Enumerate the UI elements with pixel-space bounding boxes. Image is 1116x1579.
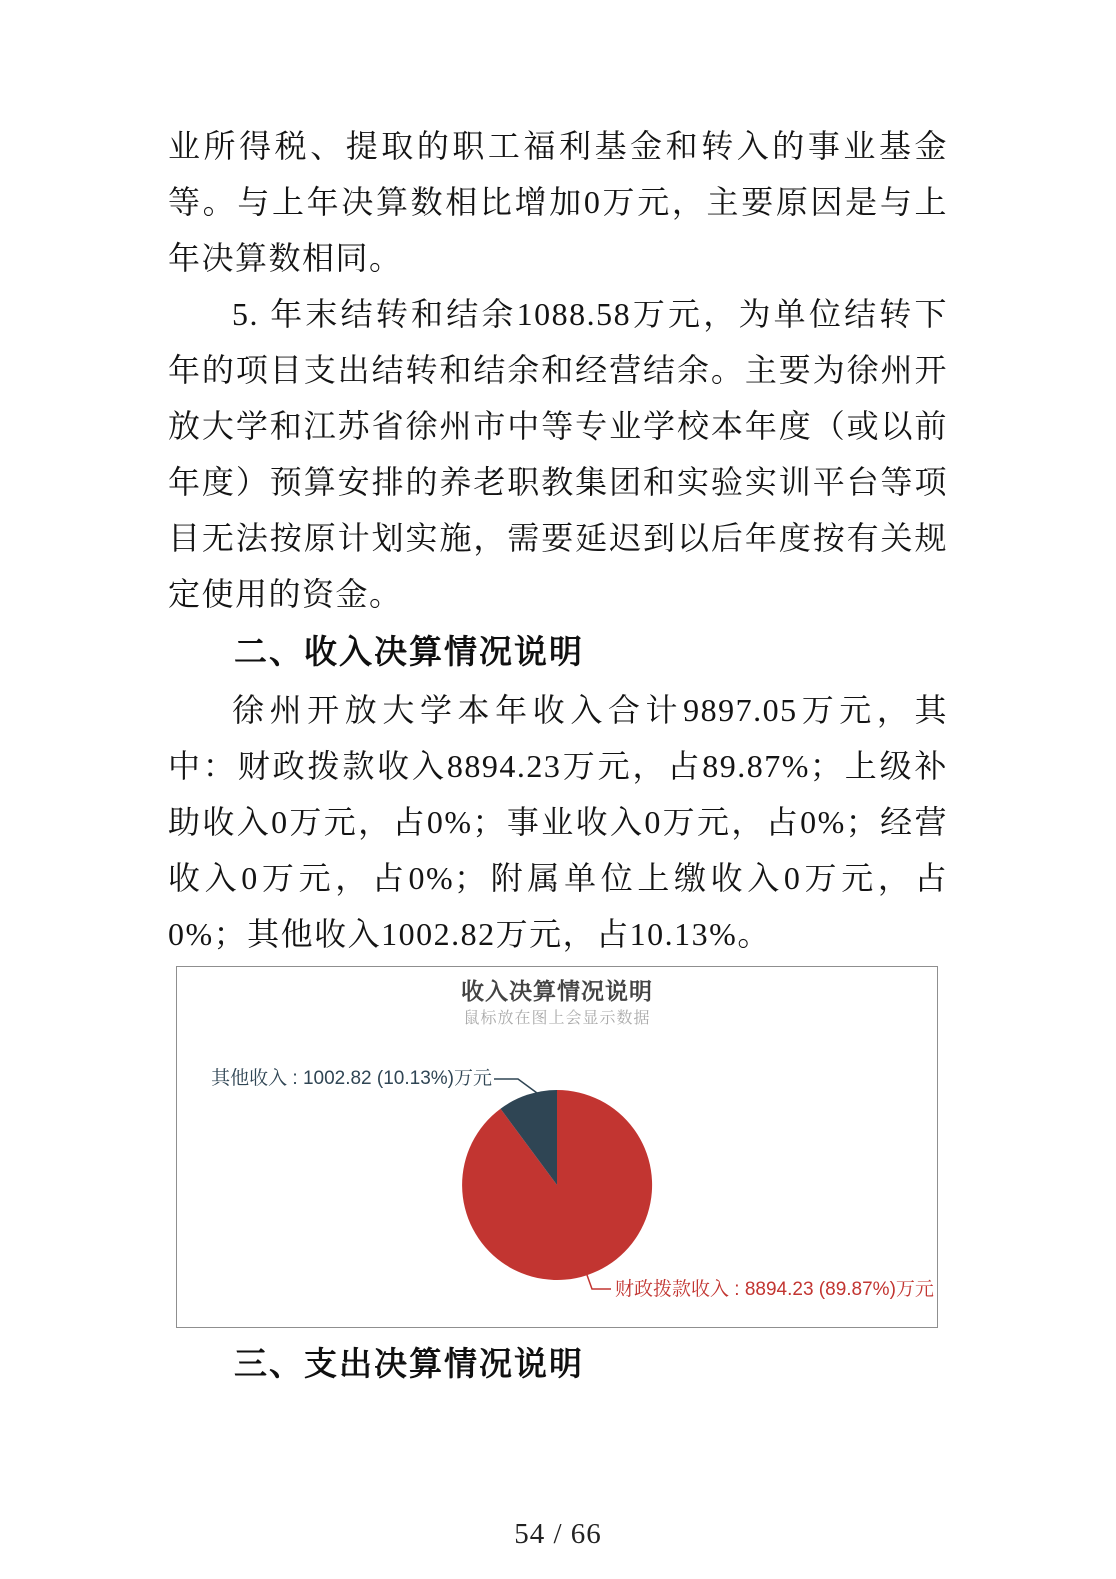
section-heading-expenditure: 三、支出决算情况说明 [234, 1345, 584, 1382]
chart-title: 收入决算情况说明 [461, 978, 653, 1004]
income-pie-chart [176, 966, 938, 1328]
page-number: 54 / 66 [514, 1518, 602, 1550]
pie-chart-canvas[interactable] [177, 967, 937, 1327]
chart-subtitle: 鼠标放在图上会显示数据 [463, 1010, 651, 1027]
pie-label-fiscal-income: 财政拨款收入 : 8894.23 (89.87%)万元 [615, 1279, 934, 1300]
section-heading-income: 二、收入决算情况说明 [234, 633, 584, 670]
label-line-fiscal-income [587, 1275, 611, 1289]
pie-label-other-income: 其他收入 : 1002.82 (10.13%)万元 [211, 1068, 492, 1089]
paragraph-item5: 5. 年末结转和结余1088.58万元，为单位结转下年的项目支出结转和结余和经营结余。主要为徐州开放大学和江苏省徐州市中等专业学校本年度（或以前年度）预算安排的养老职教集团和实验实训平台等项目无法按原计划实施，需要延迟到以后年度按有关规定使用的资金。 [168, 296, 948, 612]
pie-slice-fiscal-income[interactable] [462, 1090, 652, 1280]
label-line-other-income [494, 1079, 537, 1093]
body-text [168, 118, 948, 962]
paragraph-income-detail: 徐州开放大学本年收入合计9897.05万元，其中：财政拨款收入8894.23万元，占89.87%；上级补助收入0万元，占0%；事业收入0万元，占0%；经营收入0万元，占0%；附属单位上缴收入0万元，占0%；其他收入1002.82万元，占10.13%。 [168, 692, 948, 952]
paragraph-continuation: 业所得税、提取的职工福利基金和转入的事业基金等。与上年决算数相比增加0万元，主要原因是与上年决算数相同。 [168, 128, 948, 276]
